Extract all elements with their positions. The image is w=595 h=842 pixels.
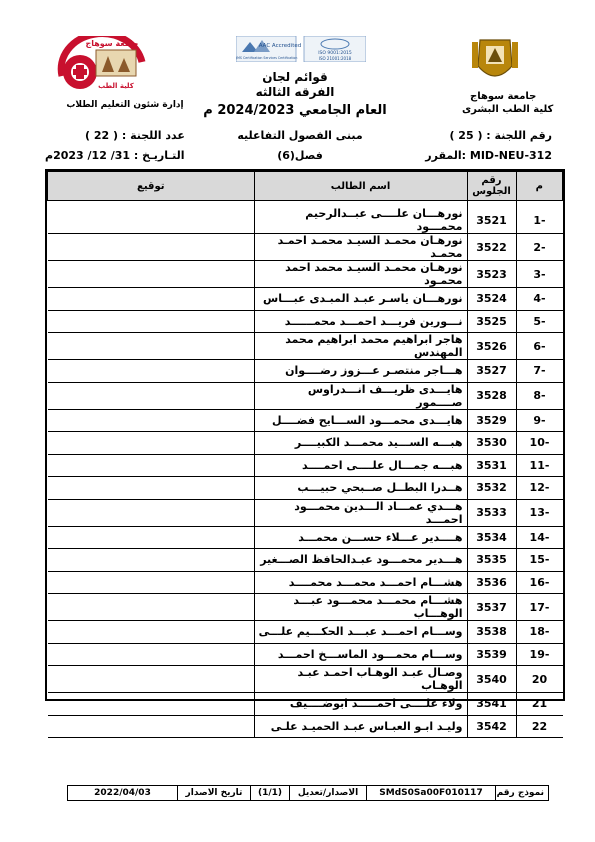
table-header-row (48, 172, 563, 201)
student-name: هايـــدى ظريـــف انـــدراوس صــــمور (254, 382, 467, 409)
row-number: -6 (516, 333, 563, 360)
signature-cell (48, 234, 255, 261)
row-number: -9 (516, 409, 563, 432)
logo-center-right-sub: ISO 21001:2018 (318, 56, 352, 61)
table-row (48, 207, 563, 234)
signature-cell (48, 526, 255, 549)
row-number: -2 (516, 234, 563, 261)
issue-date-label: تاريخ الاصدار (177, 786, 250, 800)
seat-number: 3522 (467, 234, 516, 261)
seat-number: 3533 (467, 499, 516, 526)
table-row (48, 454, 563, 477)
student-name: هاجر ابراهيم محمد ابراهيم محمد المهندس (254, 333, 467, 360)
seat-number: 3534 (467, 526, 516, 549)
academic-year: العام الجامعي 2024/2023 م (203, 103, 387, 118)
student-name: نورهـان محمـد السيـد محمد احمد محمـود (254, 261, 467, 288)
signature-cell (48, 333, 255, 360)
row-number: -19 (516, 643, 563, 666)
building-name: مبنى الفصول التفاعليه (237, 129, 363, 142)
table-row (48, 333, 563, 360)
seat-number: 3537 (467, 594, 516, 621)
student-name: وليـد ابـو العبـاس عبـد الحميـد علـى (254, 715, 467, 738)
form-no: SMdS0Sa00F010117 (366, 786, 495, 800)
student-name: هــــدير عـــلاء حســـن محمـــد (254, 526, 467, 549)
seat-number: 3528 (467, 382, 516, 409)
seat-number: 3540 (467, 666, 516, 693)
row-number: -8 (516, 382, 563, 409)
row-number: -15 (516, 549, 563, 572)
seat-number: 3523 (467, 261, 516, 288)
student-name: نورهـان محمـد السيـد محمـد احمـد محمـد (254, 234, 467, 261)
form-no-label: نموذج رقم (495, 786, 548, 800)
student-name: وصـال عبـد الوهـاب احمـد عبـد الوهـاب (254, 666, 467, 693)
table-row (48, 310, 563, 333)
signature-cell (48, 207, 255, 234)
seat-number: 3541 (467, 693, 516, 716)
row-number: -5 (516, 310, 563, 333)
row-number: -11 (516, 454, 563, 477)
col-header-no: م (516, 172, 563, 201)
table-row (48, 693, 563, 716)
student-name: وســـام احمـــد عبـــد الحكـــيم علـــى (254, 621, 467, 644)
table-row (48, 234, 563, 261)
student-name: هشـــام محمـــد محمـــود عبـــد الوهـــاب (254, 594, 467, 621)
seat-number: 3538 (467, 621, 516, 644)
student-name: هايـــدى محمـــود الســـايح فضــــل (254, 409, 467, 432)
classroom: فصل(6) (277, 149, 323, 162)
student-name: نورهـــان علــــى عبــدالرحيم محمـــود (254, 207, 467, 234)
student-name: نـــورين فريـــد احمـــد محمــــــد (254, 310, 467, 333)
signature-cell (48, 715, 255, 738)
row-number: -14 (516, 526, 563, 549)
col-header-name: اسم الطالب (254, 172, 467, 201)
seat-number: 3539 (467, 643, 516, 666)
signature-cell (48, 261, 255, 288)
table-row (48, 360, 563, 383)
exam-date: التـاريـخ : 31/ 12/ 2023م (45, 149, 185, 162)
signature-cell (48, 382, 255, 409)
student-name: هبـــه جمـــال علــــى احمــــد (254, 454, 467, 477)
signature-cell (48, 499, 255, 526)
seat-number: 3521 (467, 207, 516, 234)
row-number: 20 (516, 666, 563, 693)
signature-cell (48, 571, 255, 594)
row-number: 21 (516, 693, 563, 716)
committee-number: رقم اللجنة : ( 25 ) (449, 129, 552, 142)
signature-cell (48, 360, 255, 383)
row-number: -13 (516, 499, 563, 526)
row-number: -3 (516, 261, 563, 288)
logo-left-text: جامعة سوهاج (85, 39, 139, 48)
table-row (48, 409, 563, 432)
table-row (48, 571, 563, 594)
student-name: وســـام محمـــود الماســـخ احمـــد (254, 643, 467, 666)
signature-cell (48, 643, 255, 666)
accreditation-logos (236, 36, 366, 62)
col-header-sign: توقيع (48, 172, 255, 201)
table-row (48, 499, 563, 526)
row-number: -4 (516, 288, 563, 311)
doc-year-group: الفرقه الثالثه (255, 85, 335, 99)
department-name: إدارة شئون التعليم الطلاب (66, 100, 184, 110)
row-number: -1 (516, 207, 563, 234)
logo-left-sub: كلية الطب (98, 82, 134, 90)
logo-center-left-sub: QMS Certification Services Certification (236, 56, 298, 60)
seat-number: 3542 (467, 715, 516, 738)
table-row (48, 477, 563, 500)
signature-cell (48, 594, 255, 621)
table-row (48, 715, 563, 738)
row-number: -7 (516, 360, 563, 383)
row-number: 22 (516, 715, 563, 738)
seat-number: 3524 (467, 288, 516, 311)
seat-number: 3535 (467, 549, 516, 572)
table-row (48, 382, 563, 409)
table-row (48, 594, 563, 621)
logo-center-right: ISO 9001:2015 (318, 51, 352, 56)
edition-label: الاصدار/تعديل (289, 786, 366, 800)
edition-value: (1/1) (250, 786, 289, 800)
signature-cell (48, 693, 255, 716)
student-name: ولاء علــــى احمـــــد ابوضــــيف (254, 693, 467, 716)
row-number: -12 (516, 477, 563, 500)
seat-number: 3530 (467, 432, 516, 455)
table-row (48, 549, 563, 572)
student-table (47, 171, 563, 738)
table-row (48, 526, 563, 549)
signature-cell (48, 409, 255, 432)
row-number: -16 (516, 571, 563, 594)
logo-center-left: AAC Accredited (258, 43, 302, 49)
signature-cell (48, 310, 255, 333)
student-name: هـــدير محمـــود عبـدالحافظ الصـــغير (254, 549, 467, 572)
student-name: هبـــه الســـيد محمـــد الكبيــــر (254, 432, 467, 455)
faculty-logo (52, 36, 152, 98)
issue-date: 2022/04/03 (94, 788, 151, 798)
seat-number: 3532 (467, 477, 516, 500)
doc-title: قوائم لجان (262, 70, 328, 84)
seat-number: 3536 (467, 571, 516, 594)
student-name: هـــاجر منتصـر عـــزوز رضــــوان (254, 360, 467, 383)
course-code: المقرر: MID-NEU-312 (425, 149, 552, 162)
committee-count: عدد اللجنة : ( 22 ) (85, 129, 185, 142)
table-row (48, 261, 563, 288)
student-name: هــدرا البطــل صــبحي حبيـــب (254, 477, 467, 500)
seat-number: 3529 (467, 409, 516, 432)
student-name: هشـــام احمـــد محمـــد محمــــد (254, 571, 467, 594)
signature-cell (48, 432, 255, 455)
university-name: جامعة سوهاج (470, 91, 537, 102)
table-row (48, 643, 563, 666)
form-footer (67, 785, 549, 801)
signature-cell (48, 477, 255, 500)
signature-cell (48, 666, 255, 693)
signature-cell (48, 454, 255, 477)
table-row (48, 666, 563, 693)
signature-cell (48, 288, 255, 311)
row-number: -18 (516, 621, 563, 644)
signature-cell (48, 549, 255, 572)
faculty-name: كلية الطب البشرى (462, 104, 554, 115)
table-row (48, 288, 563, 311)
table-row (48, 621, 563, 644)
seat-number: 3531 (467, 454, 516, 477)
signature-cell (48, 621, 255, 644)
table-row (48, 432, 563, 455)
seat-number: 3527 (467, 360, 516, 383)
row-number: -17 (516, 594, 563, 621)
seat-number: 3526 (467, 333, 516, 360)
university-seal (466, 36, 524, 88)
row-number: -10 (516, 432, 563, 455)
student-name: نورهـــان ياسـر عبـد المبـدى عبـــاس (254, 288, 467, 311)
seat-number: 3525 (467, 310, 516, 333)
student-name: هـــدي عمـــاد الـــدين محمـــود احمـــد (254, 499, 467, 526)
col-header-seat: رقم الجلوس (467, 172, 516, 201)
